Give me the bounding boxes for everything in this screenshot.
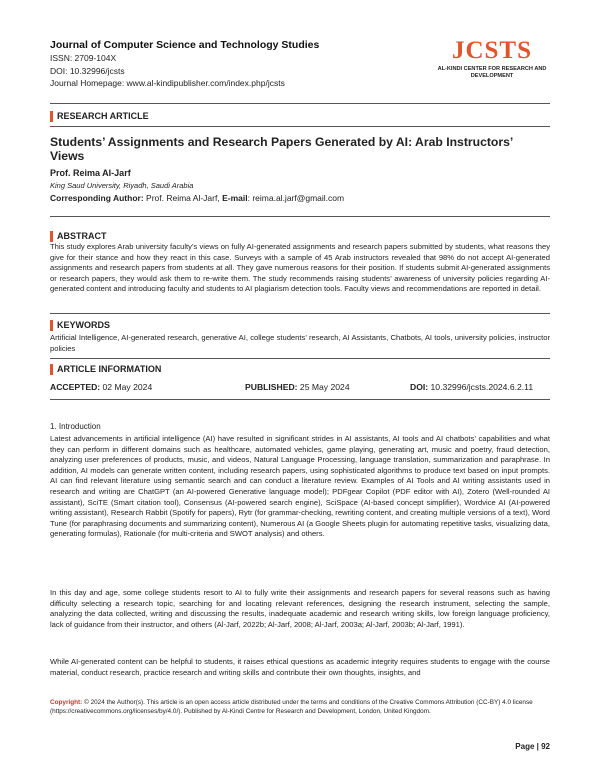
copyright-note [50, 698, 550, 717]
divider [50, 313, 550, 314]
divider [50, 126, 550, 127]
divider [50, 358, 550, 359]
body-paragraph: While AI-generated content can be helpful to students, it raises ethical questions as academic integrity requires students to engage with the course material, conduct research, practice research and writing skills and contribute their own thoughts, insights, and [50, 657, 550, 677]
accepted-date: ACCEPTED: 02 May 2024 [50, 382, 153, 392]
journal-header [50, 38, 430, 90]
divider [50, 399, 550, 400]
copyright-label: Copyright: [50, 699, 83, 706]
body-paragraph: Latest advancements in artificial intelligence (AI) have resulted in significant strides in AI assistants, AI tools and AI chatbots’ capabilities and what they can perform in different domains such as healthcare, automated vehicles, game playing, generating art, music and poetry, fraud detection, analyzing user preferences of products, music, and videos, Natural Language Processing, language translation, summarization and paraphrase. In addition, AI models can generate written content, including research papers, using sophisticated algorithms to produce text based on input prompts. AI can find relevant literature using semantic search and can conduct a literature review. Examples of AI Tools and AI writing assistants used in research and writing are ChatGPT (an AI-powered Generative language model); PDFgear Copilot (PDF editor with AI), Zotero (Well-rounded AI assistant), SciTE (Smart citation tool), Consensus (AI-powered search engine), SciSpace (AI-based concept simplifier), Wordvice AI (AI-powered writing assistant), Research Rabbit (Spotify for papers), Rytr (for grammar-checking, rewriting content, and creating multiple versions of a text), Word Tune (for paraphrasing documents and summarizing content), Numerous AI (a Google Sheets plugin for automating repetitive tasks, visualizing data, generating formulas), Rationale (for multi-criteria and SWOT analysis) and others. [50, 434, 550, 539]
logo-subtitle: AL-KINDI CENTER FOR RESEARCH AND DEVELOPMENT [437, 66, 547, 79]
logo-mark: JCSTS [451, 37, 533, 64]
corresponding-author [50, 193, 344, 203]
author-affiliation: King Saud University, Riyadh, Saudi Arabia [50, 181, 194, 190]
corresponding-value: Prof. Reima Al-Jarf, [146, 193, 220, 203]
keywords-text: Artificial Intelligence, AI-generated research, generative AI, college students’ research, AI Assistants, Chatbots, AI tools, university policies, instructor policies [50, 333, 550, 353]
article-info-row [50, 382, 550, 394]
section-heading: 1. Introduction [50, 422, 101, 431]
corresponding-label: Corresponding Author: [50, 193, 144, 203]
issn: ISSN: 2709-104X [50, 53, 117, 63]
body-paragraph: In this day and age, some college students resort to AI to fully write their assignments and research papers for several reasons such as having difficulty selecting a research topic, searching for and locating relevant references, designing the research instrument, selecting the sample, analyzing the data collected, writing and discussing the results, inadequate academic and research writing skills, low foreign language proficiency, lack of guidance from their instructor, and others (Al-Jarf, 2022b; Al-Jarf, 2008; Al-Jarf, 2003a; Al-Jarf, 2003b; Al-Jarf, 1991). [50, 588, 550, 629]
divider [50, 216, 550, 217]
copyright-text: © 2024 the Author(s). This article is an open access article distributed under the terms and conditions of the Creative Commons Attribution (CC-BY) 4.0 license (https://creativecommons.org/licenses/by/4.0/). Published by Al-Kindi Centre for Research and Development, London, United Kingdom. [50, 699, 533, 716]
author-name: Prof. Reima Al-Jarf [50, 168, 131, 178]
email-value: : reima.al.jarf@gmail.com [247, 193, 345, 203]
journal-logo [432, 38, 552, 80]
article-doi: DOI: 10.32996/jcsts.2024.6.2.11 [410, 382, 534, 392]
article-title: Students’ Assignments and Research Papers Generated by AI: Arab Instructors’ Views [50, 135, 513, 163]
email-label: E-mail [222, 193, 248, 203]
published-date: PUBLISHED: 25 May 2024 [245, 382, 350, 392]
article-type: RESEARCH ARTICLE [50, 111, 149, 122]
journal-homepage: Journal Homepage: www.al-kindipublisher.com/index.php/jcsts [50, 78, 285, 88]
article-info-heading: ARTICLE INFORMATION [50, 364, 161, 375]
abstract-text: This study explores Arab university faculty’s views on fully AI-generated assignments and research papers submitted by students, what reasons they give for their stance and how they react in this case. Surveys with a sample of 45 Arab instructors revealed that 98% do not accept AI-generated assignments and research papers from students at all. They gave numerous reasons for their position. If students submit AI-generated assignments or research papers, they would ask them to re-write them. The study recommends raising students’ awareness of university policies regarding AI-generated content and introducing faculty and students to AI plagiarism detection tools. Faculty views and recommendations are reported in detail. [50, 242, 550, 294]
journal-doi: DOI: 10.32996/jcsts [50, 65, 125, 76]
divider [50, 103, 550, 104]
page-number: Page | 92 [515, 742, 550, 751]
journal-name: Journal of Computer Science and Technology Studies [50, 39, 320, 51]
abstract-heading: ABSTRACT [50, 231, 107, 242]
keywords-heading: KEYWORDS [50, 320, 110, 331]
